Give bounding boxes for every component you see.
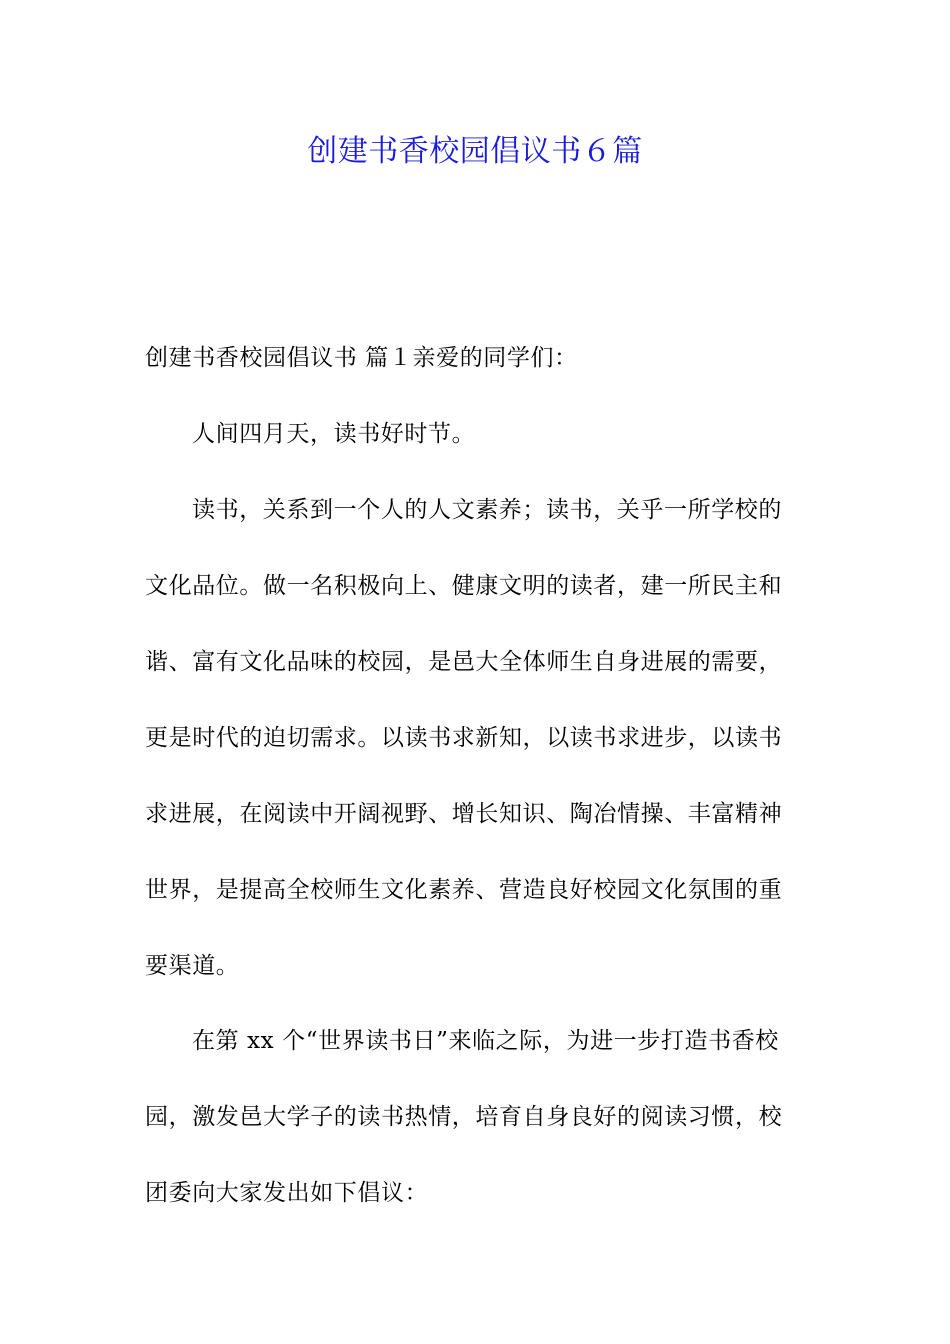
paragraph-opening	[145, 416, 807, 453]
text-line: 团委向大家发出如下倡议：	[145, 1180, 429, 1206]
text-line: 在第 xx 个“世界读书日”来临之际，为进一步打造书香校	[192, 1028, 779, 1054]
text-line: 园，激发邑大学子的读书热情，培育自身良好的阅读习惯，校	[145, 1104, 783, 1130]
text-line: 文化品位。做一名积极向上、健康文明的读者，建一所民主和	[145, 573, 783, 599]
text-line: 更是时代的迫切需求。以读书求新知，以读书求进步，以读书	[145, 725, 783, 751]
text-line: 世界，是提高全校师生文化素养、营造良好校园文化氛围的重	[145, 877, 783, 903]
paragraph-reading-value	[145, 492, 807, 985]
text-line: 谐、富有文化品味的校园，是邑大全体师生自身进展的需要，	[145, 649, 783, 675]
text-line: 要渠道。	[145, 953, 240, 979]
text-line: 求进展，在阅读中开阔视野、增长知识、陶冶情操、丰富精神	[145, 801, 783, 827]
text-line: 创建书香校园倡议书 篇１亲爱的同学们：	[145, 345, 578, 371]
text-line: 读书，关系到一个人的人文素养；读书，关乎一所学校的	[192, 497, 782, 523]
document-body	[145, 340, 807, 1250]
text-line: 人间四月天，读书好时节。	[192, 421, 476, 447]
paragraph-greeting	[145, 340, 807, 377]
paragraph-initiative	[145, 1023, 807, 1212]
document-title: 创建书香校园倡议书６篇	[307, 134, 643, 169]
